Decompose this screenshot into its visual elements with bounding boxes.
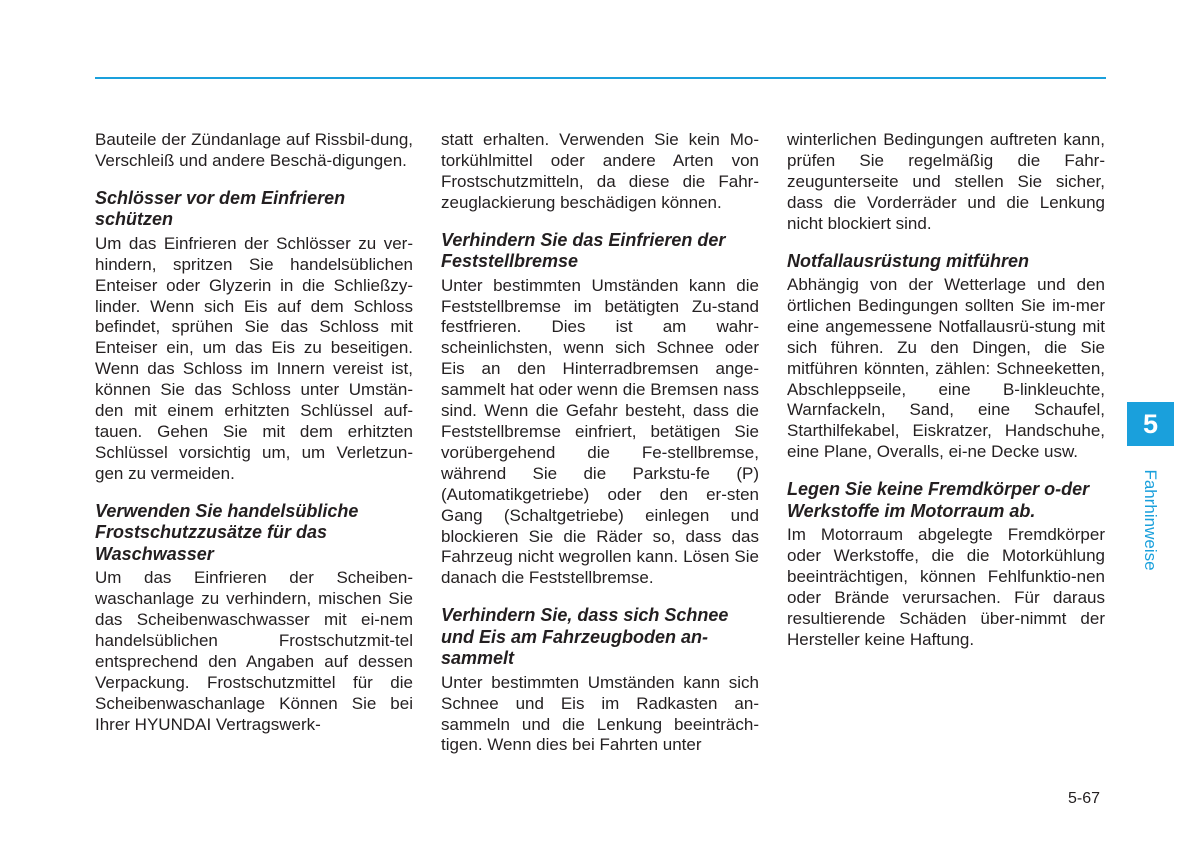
paragraph: Bauteile der Zündanlage auf Rissbil-dung, Verschleiß und andere Beschä-digungen. <box>95 130 413 170</box>
paragraph: Abhängig von der Wetterlage und den örtlichen Bedingungen sollten Sie im-mer eine angemessene Notfallausrü-stung mit sich führen. Zu den Dingen, die Sie mitführen könnten, zählen: Schneeketten, Abschleppseile, eine B-linkleuchte, Warnfackeln, Sand, eine Schaufel, Starthilfekabel, Eiskratzer, Handschuhe, eine Plane, Overalls, ei-ne Decke usw. <box>787 275 1105 462</box>
header-rule <box>95 77 1106 79</box>
section-heading: Notfallausrüstung mitführen <box>787 250 1029 271</box>
text-column-3 <box>787 130 1105 651</box>
text-column-2 <box>441 130 759 756</box>
section-heading: Verhindern Sie, dass sich Schnee und Eis am Fahrzeugboden an-sammelt <box>441 605 729 669</box>
section-heading: Verhindern Sie das Einfrieren der Feststellbremse <box>441 229 726 272</box>
paragraph: Im Motorraum abgelegte Fremdkörper oder Werkstoffe, die die Motorkühlung beeinträchtigen, können Fehlfunktio-nen oder Brände verursachen. Für daraus resultierende Schäden über-nimmt der Hersteller keine Haftung. <box>787 525 1105 649</box>
paragraph: Unter bestimmten Umständen kann sich Schnee und Eis im Radkasten an-sammeln und die Lenkung beeinträch-tigen. Wenn dies bei Fahrten unter <box>441 672 759 755</box>
page-number: 5-67 <box>1068 790 1101 807</box>
chapter-number-tab: 5 <box>1127 402 1174 446</box>
paragraph: Um das Einfrieren der Schlösser zu ver-hindern, spritzen Sie handelsüblichen Enteiser oder Glyzerin in die Schließzy-linder. Wenn sich Eis auf dem Schloss befindet, sprühen Sie das Schloss mit Enteiser ein, um das Eis zu beseitigen. Wenn das Schloss im Innern vereist ist, können Sie das Schloss unter Umstän-den mit einem erhitzten Schlüssel auf-tauen. Gehen Sie mit dem erhitzten Schlüssel vorsichtig um, um Verletzun-gen zu vermeiden. <box>95 233 413 483</box>
paragraph: Unter bestimmten Umständen kann die Feststellbremse im betätigten Zu-stand festfrieren. Dies ist am wahr-scheinlichsten, wenn sich Schnee oder Eis an den Hinterradbremsen ange-sammelt hat oder wenn die Bremsen nass sind. Wenn die Gefahr besteht, dass die Feststellbremse einfriert, betätigen Sie vorübergehend die Fe-stellbremse, während Sie die Parkstu-fe (P) (Automatikgetriebe) oder den er-sten Gang (Schaltgetriebe) einlegen und blockieren Sie die Räder so, dass das Fahrzeug nicht wegrollen kann. Lösen Sie danach die Feststellbremse. <box>441 275 759 588</box>
section-heading: Verwenden Sie handelsübliche Frostschutzzusätze für das Waschwasser <box>95 500 359 564</box>
section-heading: Schlösser vor dem Einfrieren schützen <box>95 187 346 230</box>
paragraph: statt erhalten. Verwenden Sie kein Mo-torkühlmittel oder andere Arten von Frostschutzmitteln, da diese die Fahr-zeuglackierung beschädigen können. <box>441 130 759 212</box>
paragraph: winterlichen Bedingungen auftreten kann, prüfen Sie regelmäßig die Fahr-zeugunterseite und stellen Sie sicher, dass die Vorderräder und die Lenkung nicht blockiert sind. <box>787 130 1105 233</box>
paragraph: Um das Einfrieren der Scheiben-waschanlage zu verhindern, mischen Sie das Scheibenwaschwasser mit ei-nem handelsüblichen Frostschutzmit-tel entsprechend den Angaben auf dessen Verpackung. Frostschutzmittel für die Scheibenwaschanlage Können Sie bei Ihrer HYUNDAI Vertragswerk- <box>95 568 413 734</box>
text-column-1 <box>95 130 413 735</box>
section-heading: Legen Sie keine Fremdkörper o-der Werkstoffe im Motorraum ab. <box>787 479 1090 521</box>
chapter-label: Fahrhinweise <box>1141 469 1160 571</box>
